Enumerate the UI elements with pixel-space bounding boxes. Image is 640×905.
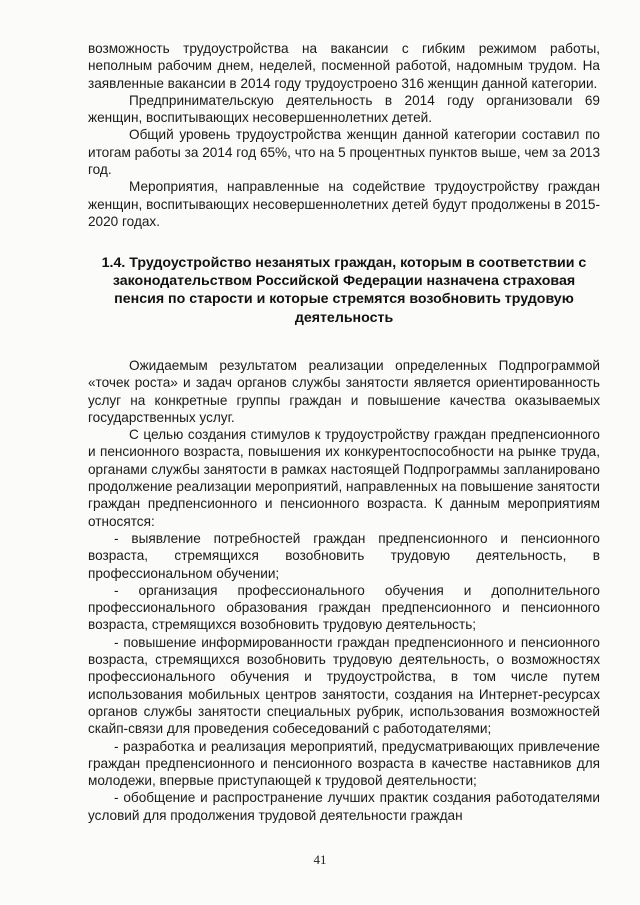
list-item: - организация профессионального обучения и дополнительного профессионального образования граждан предпенсионного и пенсионного возраста, стремящихся возобновить трудовую деятельность; — [88, 582, 600, 633]
paragraph: возможность трудоустройства на вакансии с гибким режимом работы, неполным рабочим днем, неделей, посменной работой, надомным трудом. На заявленные вакансии в 2014 году трудоустроено 316 женщин данной категории. — [88, 41, 600, 91]
page-number: 41 — [313, 852, 327, 867]
paragraph: С целью создания стимулов к трудоустройству граждан предпенсионного и пенсионного возраста, повышения их конкурентоспособности на рынке труда, органами службы занятости в рамках настоящей Подпрограммы запланировано продолжение реализации мероприятий, направленных на повышение занятости граждан предпенсионного и пенсионного возраста. К данным мероприятиям относятся: — [88, 427, 600, 529]
list-item: - повышение информированности граждан предпенсионного и пенсионного возраста, стремящихся возобновить трудовую деятельность, о возможностях профессионального обучения и трудоустройства, в том числе путем использования мобильных центров занятости, создания на Интернет-ресурсах органов службы занятости специальных рубрик, использования возможностей скайп-связи для проведения собеседований с работодателями; — [88, 634, 600, 737]
paragraph: Общий уровень трудоустройства женщин данной категории составил по итогам работы за 2014 год 65%, что на 5 процентных пунктов выше, чем за 2013 год. — [88, 127, 600, 178]
list-item: - разработка и реализация мероприятий, предусматривающих привлечение граждан предпенсионного и пенсионного возраста в качестве наставников для молодежи, впервые приступающей к трудовой деятельности; — [88, 738, 600, 789]
top-text-block — [88, 40, 600, 230]
body-text-block — [88, 357, 600, 824]
list-item: - обобщение и распространение лучших практик создания работодателями условий для продолжения трудовой деятельности граждан — [88, 790, 600, 823]
paragraph: Ожидаемым результатом реализации определенных Подпрограммой «точек роста» и задач органов службы занятости является ориентированность услуг на конкретные группы граждан и повышение качества оказываемых государственных услуг. — [88, 358, 600, 425]
paragraph: Мероприятия, направленные на содействие трудоустройству граждан женщин, воспитывающих несовершеннолетних детей будут продолжены в 2015-2020 годах. — [88, 179, 600, 229]
paragraph: Предпринимательскую деятельность в 2014 году организовали 69 женщин, воспитывающих несовершеннолетних детей. — [88, 92, 600, 126]
list-item: - выявление потребностей граждан предпенсионного и пенсионного возраста, стремящихся возобновить трудовую деятельность, в профессиональном обучении; — [88, 530, 600, 581]
section-heading: 1.4. Трудоустройство незанятых граждан, которым в соответствии с законодательством Российской Федерации назначена страховая пенсия по старости и которые стремятся возобновить трудовую деятельность — [101, 255, 587, 326]
